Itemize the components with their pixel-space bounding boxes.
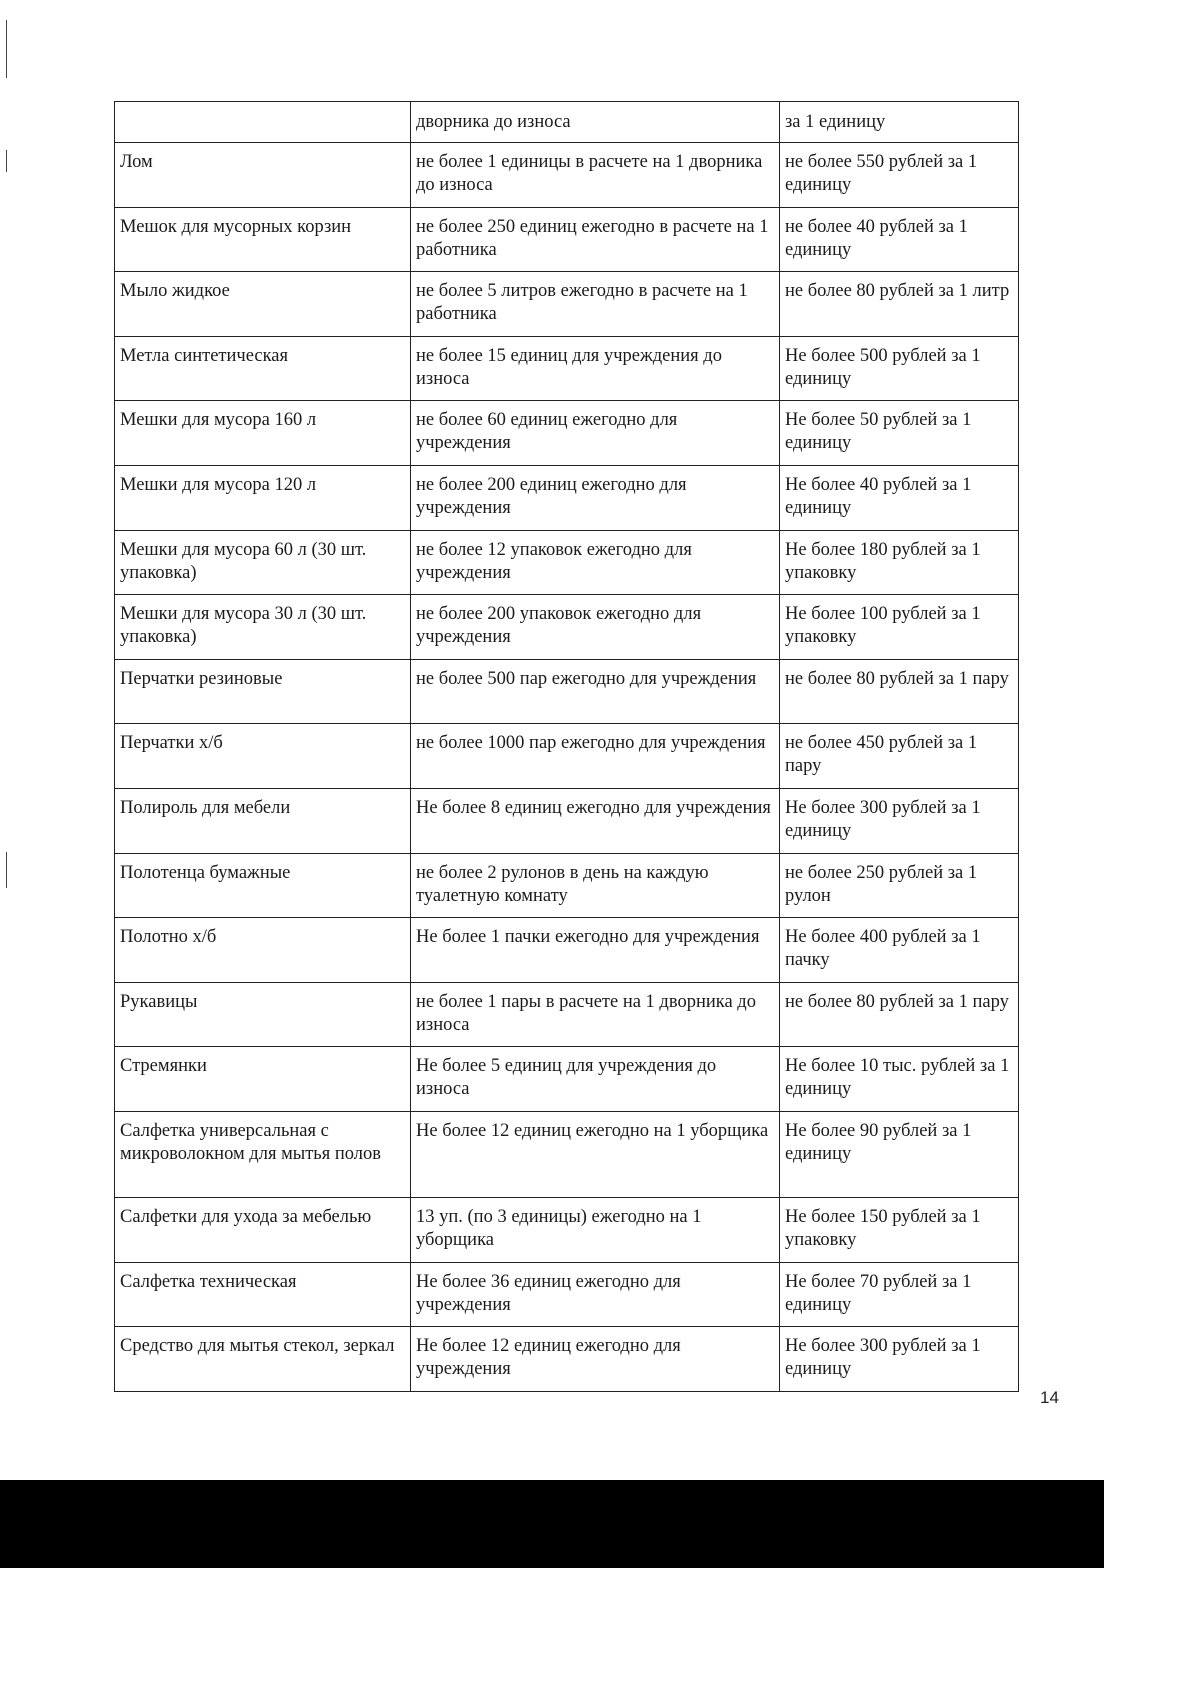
table-row — [115, 595, 1019, 660]
price-cell: Не более 400 рублей за 1 пачку — [780, 918, 1019, 983]
norm-cell: не более 12 упаковок ежегодно для учреждения — [411, 530, 780, 595]
scan-margin-mark — [6, 150, 7, 172]
norm-cell: Не более 12 единиц ежегодно для учреждения — [411, 1327, 780, 1392]
table-row — [115, 1047, 1019, 1112]
table-row — [115, 724, 1019, 789]
table-row — [115, 102, 1019, 143]
table-row — [115, 465, 1019, 530]
price-cell: Не более 300 рублей за 1 единицу — [780, 788, 1019, 853]
norm-cell: не более 1 единицы в расчете на 1 дворника до износа — [411, 143, 780, 208]
price-cell: Не более 100 рублей за 1 упаковку — [780, 595, 1019, 660]
page-number: 14 — [1040, 1388, 1059, 1407]
item-cell: Стремянки — [115, 1047, 411, 1112]
item-cell: Полироль для мебели — [115, 788, 411, 853]
table-row — [115, 1111, 1019, 1197]
norm-cell: не более 15 единиц для учреждения до износа — [411, 336, 780, 401]
item-cell: Мешки для мусора 30 л (30 шт. упаковка) — [115, 595, 411, 660]
norm-cell: Не более 8 единиц ежегодно для учреждения — [411, 788, 780, 853]
table-row — [115, 1327, 1019, 1392]
table-row — [115, 401, 1019, 466]
item-cell: Салфетка техническая — [115, 1262, 411, 1327]
norm-cell: не более 60 единиц ежегодно для учреждения — [411, 401, 780, 466]
table-row — [115, 853, 1019, 918]
item-cell: Перчатки резиновые — [115, 659, 411, 724]
price-cell: Не более 90 рублей за 1 единицу — [780, 1111, 1019, 1197]
norm-cell: 13 уп. (по 3 единицы) ежегодно на 1 уборщика — [411, 1197, 780, 1262]
price-cell: Не более 300 рублей за 1 единицу — [780, 1327, 1019, 1392]
scan-bottom-bar — [0, 1480, 1104, 1568]
norm-cell: Не более 1 пачки ежегодно для учреждения — [411, 918, 780, 983]
norm-cell: Не более 5 единиц для учреждения до износа — [411, 1047, 780, 1112]
norm-cell: не более 2 рулонов в день на каждую туалетную комнату — [411, 853, 780, 918]
price-cell: Не более 150 рублей за 1 упаковку — [780, 1197, 1019, 1262]
item-cell: Средство для мытья стекол, зеркал — [115, 1327, 411, 1392]
table-row — [115, 207, 1019, 272]
price-cell: не более 550 рублей за 1 единицу — [780, 143, 1019, 208]
price-cell: не более 250 рублей за 1 рулон — [780, 853, 1019, 918]
table-row — [115, 788, 1019, 853]
item-cell: Рукавицы — [115, 982, 411, 1047]
scan-margin-mark — [6, 20, 7, 78]
price-cell: не более 80 рублей за 1 пару — [780, 982, 1019, 1047]
table-row — [115, 918, 1019, 983]
norm-cell: не более 250 единиц ежегодно в расчете на 1 работника — [411, 207, 780, 272]
table-row — [115, 530, 1019, 595]
price-cell: не более 450 рублей за 1 пару — [780, 724, 1019, 789]
price-cell: за 1 единицу — [780, 102, 1019, 143]
norms-table-body — [115, 102, 1019, 1392]
item-cell: Мыло жидкое — [115, 272, 411, 337]
item-cell: Салфетка универсальная с микроволокном для мытья полов — [115, 1111, 411, 1197]
item-cell — [115, 102, 411, 143]
price-cell: не более 80 рублей за 1 литр — [780, 272, 1019, 337]
norm-cell: дворника до износа — [411, 102, 780, 143]
item-cell: Метла синтетическая — [115, 336, 411, 401]
scan-margin-mark — [6, 852, 7, 888]
item-cell: Перчатки х/б — [115, 724, 411, 789]
norm-cell: не более 1000 пар ежегодно для учреждения — [411, 724, 780, 789]
item-cell: Полотенца бумажные — [115, 853, 411, 918]
price-cell: не более 40 рублей за 1 единицу — [780, 207, 1019, 272]
norm-cell: не более 5 литров ежегодно в расчете на 1 работника — [411, 272, 780, 337]
table-row — [115, 143, 1019, 208]
item-cell: Мешки для мусора 160 л — [115, 401, 411, 466]
item-cell: Мешок для мусорных корзин — [115, 207, 411, 272]
table-row — [115, 1262, 1019, 1327]
price-cell: не более 80 рублей за 1 пару — [780, 659, 1019, 724]
table-row — [115, 1197, 1019, 1262]
norm-cell: не более 500 пар ежегодно для учреждения — [411, 659, 780, 724]
price-cell: Не более 180 рублей за 1 упаковку — [780, 530, 1019, 595]
norm-cell: Не более 36 единиц ежегодно для учреждения — [411, 1262, 780, 1327]
item-cell: Мешки для мусора 60 л (30 шт. упаковка) — [115, 530, 411, 595]
table-row — [115, 982, 1019, 1047]
item-cell: Полотно х/б — [115, 918, 411, 983]
price-cell: Не более 40 рублей за 1 единицу — [780, 465, 1019, 530]
price-cell: Не более 50 рублей за 1 единицу — [780, 401, 1019, 466]
norms-table — [114, 101, 1019, 1392]
norm-cell: не более 200 единиц ежегодно для учреждения — [411, 465, 780, 530]
table-row — [115, 336, 1019, 401]
item-cell: Мешки для мусора 120 л — [115, 465, 411, 530]
norm-cell: не более 200 упаковок ежегодно для учреждения — [411, 595, 780, 660]
table-row — [115, 659, 1019, 724]
price-cell: Не более 70 рублей за 1 единицу — [780, 1262, 1019, 1327]
price-cell: Не более 500 рублей за 1 единицу — [780, 336, 1019, 401]
item-cell: Лом — [115, 143, 411, 208]
table-row — [115, 272, 1019, 337]
norm-cell: Не более 12 единиц ежегодно на 1 уборщика — [411, 1111, 780, 1197]
price-cell: Не более 10 тыс. рублей за 1 единицу — [780, 1047, 1019, 1112]
item-cell: Салфетки для ухода за мебелью — [115, 1197, 411, 1262]
norm-cell: не более 1 пары в расчете на 1 дворника до износа — [411, 982, 780, 1047]
